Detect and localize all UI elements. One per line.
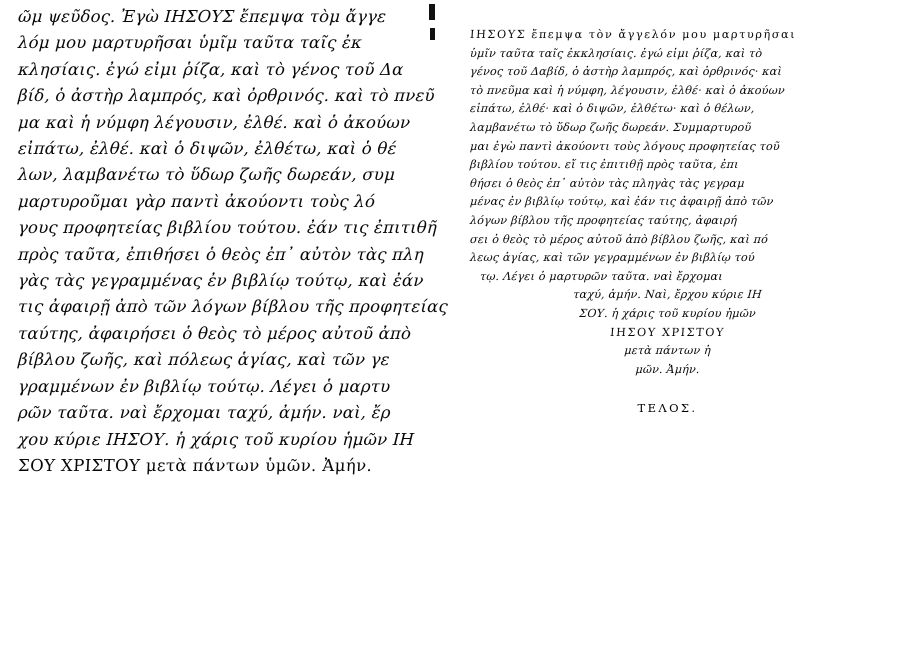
text-line: γους προφητείας βιβλίου τούτου. ἐάν τις ἐπιτιθῆ	[17, 218, 438, 238]
text-line: ΣΟΥ ΧΡΙΣΤΟΥ μετὰ πάντων ὑμῶν. Ἀμήν.	[17, 455, 373, 475]
text-line: γένος τοῦ Δαβίδ, ὁ ἀστὴρ λαμπρός, καὶ ὀρθρινός· καὶ	[469, 65, 783, 79]
text-line: μῶν. Ἀμήν.	[634, 362, 701, 376]
text-line: πρὸς ταῦτα, ἐπιθήσει ὁ θεὸς ἐπ᾽ αὐτὸν τὰς πλη	[17, 244, 425, 264]
text-line: σει ὁ θεὸς τὸ μέρος αὐτοῦ ἀπὸ βίβλου ζωῆς, καὶ πό	[469, 232, 769, 246]
text-line: ταύτης, ἀφαιρήσει ὁ θεὸς τὸ μέρος αὐτοῦ ἀπὸ	[17, 323, 412, 343]
right-text-column	[470, 26, 865, 415]
text-line: ΙΗΣΟΥ ΧΡΙΣΤΟΥ	[609, 325, 726, 339]
text-line: γὰς τὰς γεγραμμένας ἐν βιβλίῳ τούτῳ, καὶ ἐάν	[17, 271, 425, 291]
text-line: λόγων βίβλου τῆς προφητείας ταύτης, ἀφαιρή	[469, 213, 738, 227]
text-line: θήσει ὁ θεὸς ἐπ᾽ αὐτὸν τὰς πληγὰς τὰς γεγραμ	[469, 176, 745, 190]
colophon: ΤΕΛΟΣ.	[637, 401, 698, 416]
text-line: λόμ μου μαρτυρῆσαι ὑμῖμ ταῦτα ταῖς ἐκ	[17, 33, 363, 53]
text-line: λων, λαμβανέτω τὸ ὕδωρ ζωῆς δωρεάν, συμ	[17, 165, 396, 185]
text-line: χου κύριε ΙΗΣΟΥ. ἡ χάρις τοῦ κυρίου ἡμῶν ΙΗ	[17, 429, 415, 449]
text-line: βίβλου ζωῆς, καὶ πόλεως ἁγίας, καὶ τῶν γε	[17, 350, 391, 370]
text-line: μένας ἐν βιβλίῳ τούτῳ, καὶ ἐάν τις ἀφαιρῇ ἀπὸ τῶν	[469, 195, 774, 209]
text-line: κλησίαις. ἐγώ εἰμι ῥίζα, καὶ τὸ γένος τοῦ Δα	[17, 59, 405, 79]
text-line: βιβλίου τούτου. εἴ τις ἐπιτιθῇ πρὸς ταῦτα, ἐπι	[469, 158, 740, 172]
text-line: ὑμῖν ταῦτα ταῖς ἐκκλησίαις. ἐγώ εἰμι ῥίζα, καὶ τὸ	[469, 46, 763, 60]
text-line: γραμμένων ἐν βιβλίῳ τούτῳ. Λέγει ὁ μαρτυ	[17, 376, 391, 396]
text-line: λεως ἁγίας, καὶ τῶν γεγραμμένων ἐν βιβλίῳ τού	[469, 251, 756, 265]
text-line: τὸ πνεῦμα καὶ ἡ νύμφη, λέγουσιν, ἐλθέ· καὶ ὁ ἀκούων	[469, 83, 786, 97]
text-line: τις ἀφαιρῇ ἀπὸ τῶν λόγων βίβλου τῆς προφητείας	[17, 297, 449, 317]
text-line: βίδ, ὁ ἀστὴρ λαμπρός, καὶ ὀρθρινός. καὶ τὸ πνεῦ	[17, 86, 436, 106]
text-line: εἰπάτω, ἐλθέ. καὶ ὁ διψῶν, ἐλθέτω, καὶ ὁ θέ	[17, 139, 398, 159]
text-line: ταχύ, ἀμήν. Ναὶ, ἔρχου κύριε ΙΗ	[572, 288, 763, 302]
text-line: μα καὶ ἡ νύμφη λέγουσιν, ἐλθέ. καὶ ὁ ἀκούων	[17, 112, 411, 132]
text-line: εἰπάτω, ἐλθέ· καὶ ὁ διψῶν, ἐλθέτω· καὶ ὁ θέλων,	[469, 102, 755, 116]
text-line: τῳ. Λέγει ὁ μαρτυρῶν ταῦτα. ναὶ ἔρχομαι	[479, 269, 724, 283]
text-line: ῶμ ψεῦδος. Ἐγὼ ΙΗΣΟΥΣ ἔπεμψα τὸμ ἄγγε	[17, 7, 387, 26]
column-divider-mark-lower	[430, 28, 435, 40]
text-line: μετὰ πάντων ἡ	[623, 344, 712, 358]
text-line: μαι ἐγὼ παντὶ ἀκούοντι τοὺς λόγους προφητείας τοῦ	[469, 139, 781, 153]
text-line: ΣΟΥ. ἡ χάρις τοῦ κυρίου ἡμῶν	[578, 306, 757, 320]
text-line: λαμβανέτω τὸ ὕδωρ ζωῆς δωρεάν. Συμμαρτυροῦ	[469, 120, 752, 134]
text-line: ρῶν ταῦτα. ναὶ ἔρχομαι ταχύ, ἀμήν. ναὶ, ἔρ	[17, 403, 392, 423]
left-text-column	[17, 4, 449, 479]
text-line: μαρτυροῦμαι γὰρ παντὶ ἀκούοντι τοὺς λό	[17, 191, 376, 211]
text-line: ΙΗΣΟΥΣ ἔπεμψα τὸν ἄγγελόν μου μαρτυρῆσαι	[469, 28, 797, 41]
column-divider-mark	[429, 4, 435, 20]
